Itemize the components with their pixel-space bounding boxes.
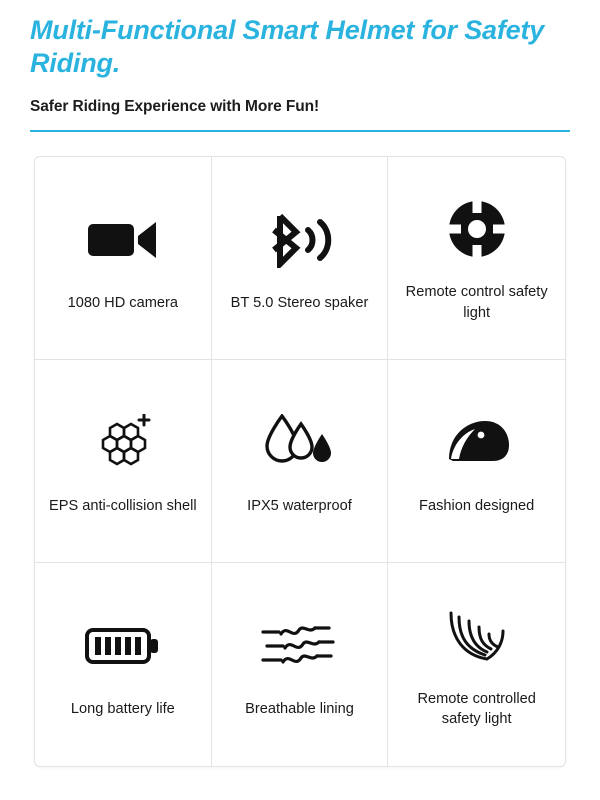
feature-label: BT 5.0 Stereo spaker [230, 294, 369, 311]
features-grid-container [34, 156, 566, 767]
battery-icon [84, 607, 162, 685]
features-grid [35, 157, 565, 766]
feature-label: Breathable lining [245, 701, 354, 718]
feature-label: EPS anti-collision shell [49, 497, 197, 514]
eps-shell-icon [92, 404, 154, 482]
feature-label: 1080 HD camera [67, 294, 178, 311]
feature-cell-waterproof [212, 360, 389, 563]
feature-cell-safety-light [388, 157, 565, 360]
safety-light-icon [447, 190, 507, 268]
feature-label: Remote controlled safety light [417, 690, 536, 728]
page-title: Multi-Functional Smart Helmet for Safety Riding. [30, 15, 545, 78]
water-drops-icon [260, 404, 338, 482]
feature-label: Long battery life [70, 701, 175, 718]
page-subtitle: Safer Riding Experience with More Fun! [30, 97, 320, 115]
feather-icon [441, 597, 513, 675]
feature-cell-camera [35, 157, 212, 360]
header-divider [30, 130, 570, 132]
video-camera-icon [86, 201, 160, 279]
page-header [0, 0, 600, 116]
feature-label: Remote control safety light [405, 284, 548, 321]
feature-cell-remote-light [388, 563, 565, 766]
feature-cell-eps-shell [35, 360, 212, 563]
feature-label: IPX5 waterproof [247, 497, 352, 514]
feature-label: Fashion designed [419, 497, 535, 514]
feature-cell-bluetooth [212, 157, 389, 360]
helmet-icon [441, 404, 513, 482]
feature-cell-battery [35, 563, 212, 766]
feature-cell-fashion [388, 360, 565, 563]
bluetooth-speaker-icon [260, 201, 338, 279]
feature-cell-breathable [212, 563, 389, 766]
airflow-icon [257, 607, 341, 685]
